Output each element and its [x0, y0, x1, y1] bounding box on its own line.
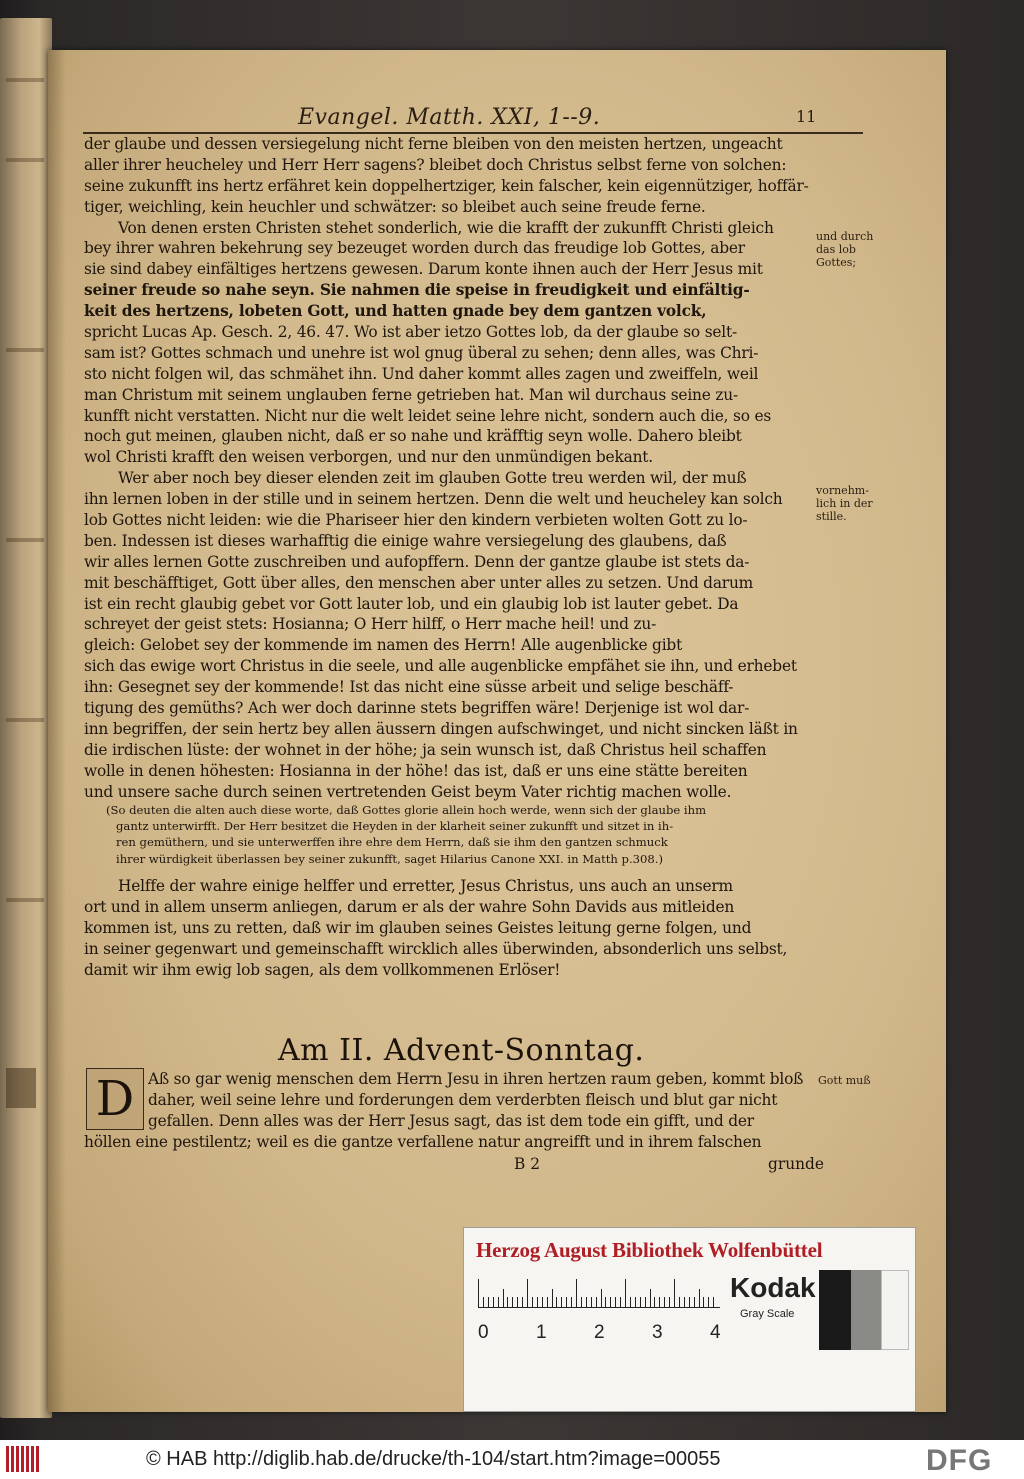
ruler-tick [679, 1297, 680, 1307]
text-line: ist ein recht glaubig gebet vor Gott lauter lob, und ein glaubig lob ist lauter gebet. Da [84, 594, 739, 613]
ruler-tick [674, 1279, 675, 1307]
hab-logo-icon [6, 1446, 42, 1474]
margin-note-vornehmlich [816, 484, 896, 523]
text-line: Von denen ersten Christen stehet sonderlich, wie die krafft der zukunfft Christi gleich [118, 218, 774, 237]
running-head: Evangel. Matth. XXI, 1--9. [298, 105, 601, 130]
dfg-logo: DFG [926, 1444, 993, 1477]
ruler-tick [498, 1297, 499, 1307]
text-line: seine zukunfft ins hertz erfähret kein doppelhertziger, kein falscher, kein eigennütziger, hoffär- [84, 176, 809, 195]
ruler-tick [532, 1297, 533, 1307]
ruler-tick [581, 1297, 582, 1307]
text-line: kommen ist, uns zu retten, daß wir im glauben seines Geistes leitung gerne folgen, und [84, 918, 752, 937]
drop-cap-initial [86, 1068, 144, 1130]
text-line: ihn: Gesegnet sey der kommende! Ist das nicht eine süsse arbeit und selige beschäff- [84, 678, 734, 697]
ruler-tick [478, 1279, 479, 1307]
ruler-tick [591, 1297, 592, 1307]
ruler-tick [713, 1297, 714, 1307]
ruler-tick [605, 1297, 606, 1307]
text-line: in seiner gegenwart und gemeinschafft wircklich alles überwinden, absonderlich uns selbst, [84, 939, 788, 958]
ruler-tick [556, 1297, 557, 1307]
ruler-tick [596, 1297, 597, 1307]
text-line: tiger, weichling, kein heuchler und schwätzer: so bleibet auch seine freude ferne. [84, 197, 706, 216]
text-line: höllen eine pestilentz; weil es die gantze verfallene natur angreifft und in ihrem falschen [84, 1133, 762, 1151]
text-line: daher, weil seine lehre und forderungen dem verderbten fleisch und blut gar nicht [148, 1090, 778, 1109]
ghost-text [6, 538, 44, 542]
white-swatch [881, 1270, 909, 1350]
text-line: die irdischen lüste: der wohnet in der höhe; ja sein wunsch ist, daß Christus heil schaffen [84, 740, 767, 759]
text-line: ihn lernen loben in der stille und in seinem hertzen. Denn die welt und heucheley kan solch [84, 490, 783, 509]
ghost-text [6, 78, 44, 82]
ruler-number: 3 [652, 1322, 663, 1343]
ruler-tick [601, 1289, 602, 1307]
ruler-number: 1 [536, 1322, 547, 1343]
color-reference-card [463, 1227, 916, 1412]
text-line: wolle in denen höhesten: Hosianna in der höhe! das ist, daß er uns eine stätte bereiten [84, 761, 748, 780]
note-line: ren gemüthern, und sie unterwerffen ihre ehre dem Herrn, daß sie ihm den gantzen schmuck [116, 835, 668, 850]
text-line: lob Gottes nicht leiden: wie die Phariseer hier den kindern verbieten wolten Gott zu lo- [84, 511, 748, 530]
ruler-tick [694, 1297, 695, 1307]
signature-mark: B 2 [514, 1155, 540, 1173]
ruler-tick [586, 1297, 587, 1307]
copyright-url[interactable]: © HAB http://diglib.hab.de/drucke/th-104/start.htm?image=00055 [146, 1448, 721, 1470]
ruler-tick [659, 1297, 660, 1307]
ruler-tick [654, 1297, 655, 1307]
text-line: tigung des gemüths? Ach wer doch darinne stets begriffen wäre! Derjenige ist wol dar- [84, 699, 750, 718]
text-line: und unsere sache durch seinen vertretenden Geist beym Vater richtig machen wolle. [84, 782, 732, 801]
text-line: seiner freude so nahe seyn. Sie nahmen die speise in freudigkeit und einfältig- [84, 281, 750, 300]
text-line: damit wir ihm ewig lob sagen, als dem vollkommenen Erlöser! [84, 960, 561, 979]
text-line: mit beschäfftiget, Gott über alles, den menschen aber unter alles zu setzen. Und darum [84, 573, 754, 592]
ghost-text [6, 348, 44, 352]
text-line: inn begriffen, der sein hertz bey allen äussern dingen aufschwinget, und nicht sincken läßt in [84, 719, 798, 738]
ruler-number: 0 [478, 1322, 489, 1343]
ruler-tick [664, 1297, 665, 1307]
text-line: noch gut meinen, glauben nicht, daß er so nahe und kräfftig seyn wolle. Dahero bleibt [84, 427, 742, 446]
text-line: ort und in allem unserm anliegen, darum er als der wahre Sohn Davids aus mitleiden [84, 897, 735, 916]
ruler-tick [625, 1279, 626, 1307]
ruler-tick [537, 1297, 538, 1307]
body-text-block-2 [84, 876, 864, 980]
ruler-tick [542, 1297, 543, 1307]
black-swatch [819, 1270, 851, 1350]
margin-note-und-durch [816, 230, 896, 269]
margin-note-line: Gottes; [816, 256, 857, 269]
ruler-tick [507, 1297, 508, 1307]
section-heading: Am II. Advent-Sonntag. [278, 1033, 645, 1068]
text-line: sto nicht folgen wil, das schmähet ihn. Und daher kommt alles zagen und zweiffeln, weil [84, 364, 759, 383]
kodak-logo: Kodak [730, 1272, 816, 1303]
note-line: ihrer würdigkeit überlassen bey seiner zukunfft, saget Hilarius Canone XXI. in Matth p.308.) [116, 851, 663, 866]
ruler-tick [517, 1297, 518, 1307]
ruler-tick [689, 1297, 690, 1307]
text-line: gefallen. Denn alles was der Herr Jesus sagt, das ist dem tode ein gifft, und der [148, 1111, 754, 1130]
margin-note-line: lich in der [816, 497, 873, 510]
text-line: Helffe der wahre einige helffer und erretter, Jesus Christus, uns auch an unserm [118, 877, 733, 895]
gray-scale-label: Gray Scale [740, 1308, 795, 1320]
ruler-tick [576, 1279, 577, 1307]
text-line: sam ist? Gottes schmach und unehre ist wol gnug überal zu sehen; denn alles, was Chri- [84, 343, 759, 362]
ghost-text [6, 718, 44, 722]
text-line: der glaube und dessen versiegelung nicht ferne bleiben von den meisten hertzen, ungeacht [84, 135, 783, 153]
ruler-tick [527, 1279, 528, 1307]
ghost-decoration [6, 1068, 36, 1108]
body-text-block-1 [84, 134, 864, 803]
ruler-tick [640, 1297, 641, 1307]
ruler-tick [650, 1289, 651, 1307]
ruler-tick [561, 1297, 562, 1307]
text-line: wir alles lernen Gotte zuschreiben und aufopffern. Denn der gantze glaube ist stets da- [84, 552, 750, 571]
ruler-tick [503, 1289, 504, 1307]
ruler-tick [610, 1297, 611, 1307]
ruler-tick [630, 1297, 631, 1307]
text-line: schreyet der geist stets: Hosianna; O Herr hilff, o Herr mache heil! und zu- [84, 615, 657, 634]
ruler-tick [703, 1297, 704, 1307]
text-line: Aß so gar wenig menschen dem Herrn Jesu in ihren hertzen raum geben, kommt bloß [148, 1070, 804, 1088]
ruler-tick [547, 1297, 548, 1307]
ruler-tick [552, 1289, 553, 1307]
text-line: kunfft nicht verstatten. Nicht nur die welt leidet seine lehre nicht, sondern auch die, so es [84, 406, 772, 425]
drop-cap-letter: D [95, 1071, 135, 1127]
text-line: ben. Indessen ist dieses warhafftig die einige wahre versiegelung des glaubens, daß [84, 531, 727, 550]
text-line: keit des hertzens, lobeten Gott, und hatten gnade bey dem gantzen volck, [84, 302, 707, 321]
text-line: spricht Lucas Ap. Gesch. 2, 46. 47. Wo ist aber ietzo Gottes lob, da der glaube so selt- [84, 323, 738, 342]
text-line: sie sind dabey einfältiges hertzens gewesen. Darum konte ihnen auch der Herr Jesus mit [84, 260, 763, 279]
text-line: wol Christi krafft den weisen verborgen, und nur den unmündigen bekant. [84, 448, 653, 467]
ruler-tick [566, 1297, 567, 1307]
gray-swatch [851, 1270, 881, 1350]
page-number: 11 [796, 107, 817, 126]
text-line: man Christum mit seinem unglauben ferne getrieben hat. Man wil durchaus seine zu- [84, 385, 738, 404]
ruler-tick [488, 1297, 489, 1307]
text-line: sich das ewige wort Christus in die seele, und alle augenblicke empfähet sie ihn, und erhebet [84, 657, 797, 676]
ruler-tick [699, 1289, 700, 1307]
margin-note-gott-muss [818, 1074, 898, 1087]
text-line: bey ihrer wahren bekehrung sey bezeuget worden durch das freudige lob Gottes, aber [84, 239, 745, 258]
text-line: Wer aber noch bey dieser elenden zeit im glauben Gotte treu werden wil, der muß [118, 469, 747, 488]
ruler-tick [708, 1297, 709, 1307]
margin-note-line: das lob [816, 243, 856, 256]
ruler-tick [571, 1297, 572, 1307]
text-line: aller ihrer heucheley und Herr Herr sagens? bleibet doch Christus selbst ferne von solchen: [84, 155, 787, 174]
ruler-numbers [472, 1322, 732, 1348]
ruler-tick [483, 1297, 484, 1307]
ruler-tick [645, 1297, 646, 1307]
previous-page-edge [0, 18, 52, 1418]
ruler-tick [635, 1297, 636, 1307]
margin-note-line: vornehm- [816, 484, 869, 497]
ruler-tick [493, 1297, 494, 1307]
note-line: (So deuten die alten auch diese worte, daß Gottes glorie allein hoch werde, wenn sich der glaube ihm [106, 803, 707, 817]
ghost-text [6, 158, 44, 162]
ruler-number: 2 [594, 1322, 605, 1343]
body-text-block-4 [84, 1132, 864, 1153]
ruler-tick [522, 1297, 523, 1307]
library-name: Herzog August Bibliothek Wolfenbüttel [476, 1238, 823, 1262]
book-page [48, 50, 946, 1412]
body-text-block-3 [148, 1069, 858, 1132]
ruler-tick [620, 1297, 621, 1307]
ruler-number: 4 [710, 1322, 721, 1343]
ghost-text [6, 898, 44, 902]
ruler-tick [669, 1297, 670, 1307]
margin-note-line: und durch [816, 230, 874, 243]
measurement-ruler [478, 1278, 720, 1308]
note-line: gantz unterwirfft. Der Herr besitzet die Heyden in der klarheit seiner zukunfft und sitzet in ih- [116, 819, 674, 834]
footer-bar [0, 1440, 1024, 1479]
ruler-tick [684, 1297, 685, 1307]
margin-note-line: stille. [816, 510, 847, 523]
ruler-tick [615, 1297, 616, 1307]
ruler-tick [512, 1297, 513, 1307]
catchword: grunde [768, 1155, 824, 1173]
text-line: gleich: Gelobet sey der kommende im namen des Herrn! Alle augenblicke gibt [84, 636, 683, 655]
quotation-note [106, 802, 846, 867]
margin-note-line: Gott muß [818, 1074, 871, 1087]
